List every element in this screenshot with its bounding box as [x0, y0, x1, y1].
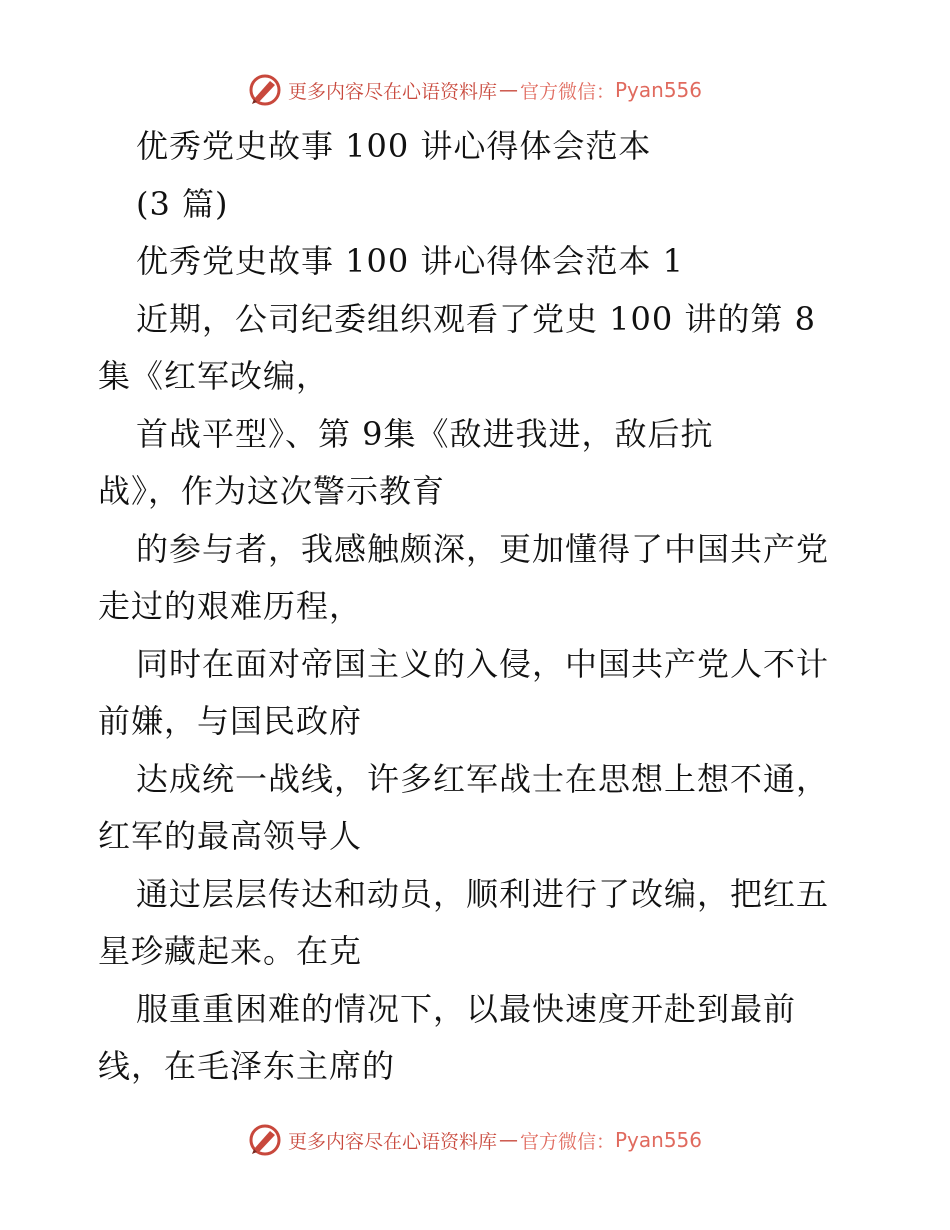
document-body	[0, 118, 950, 1096]
paragraph-line: 线，在毛泽东主席的	[98, 1047, 396, 1085]
footer-wechat-label: 官方微信：	[519, 1130, 615, 1153]
paragraph-line: 星珍藏起来。在克	[98, 932, 363, 970]
doc-title-line-2: (3 篇)	[136, 184, 229, 223]
pen-logo-icon	[248, 73, 282, 107]
paragraph-line: 红军的最高领导人	[98, 817, 363, 855]
header-separator: —	[498, 79, 518, 101]
header-wechat-label: 官方微信：	[519, 80, 615, 103]
header-wechat-id: Pyan556	[615, 78, 703, 102]
paragraph-line: 首战平型》、第 9集《敌进我进，敌后抗	[136, 414, 714, 453]
footer-separator: —	[498, 1129, 518, 1151]
paragraph-line: 服重重困难的情况下，以最快速度开赴到最前	[136, 989, 797, 1028]
paragraph-line: 集《红军改编，	[98, 357, 330, 395]
paragraph-line: 通过层层传达和动员，顺利进行了改编，把红五	[136, 874, 830, 913]
footer-wechat-id: Pyan556	[615, 1128, 703, 1152]
header-main-text: 更多内容尽在心语资料库	[287, 80, 497, 103]
paragraph-line: 战》，作为这次警示教育	[98, 472, 446, 510]
doc-title-line-1: 优秀党史故事 100 讲心得体会范本	[136, 127, 652, 165]
paragraph-line: 前嫌，与国民政府	[98, 702, 363, 740]
pen-logo-icon	[248, 1123, 282, 1157]
paragraph-line: 同时在面对帝国主义的入侵，中国共产党人不计	[136, 644, 830, 683]
paragraph-line: 达成统一战线，许多红军战士在思想上想不通，	[136, 759, 830, 798]
paragraph-line: 近期，公司纪委组织观看了党史 100 讲的第 8	[136, 299, 816, 338]
footer-main-text: 更多内容尽在心语资料库	[287, 1130, 497, 1153]
footer-watermark	[0, 1120, 950, 1160]
paragraph-line: 走过的艰难历程，	[98, 587, 363, 625]
header-watermark	[0, 70, 950, 110]
doc-section-title: 优秀党史故事 100 讲心得体会范本 1	[136, 242, 684, 280]
paragraph-line: 的参与者，我感触颇深，更加懂得了中国共产党	[136, 529, 830, 568]
